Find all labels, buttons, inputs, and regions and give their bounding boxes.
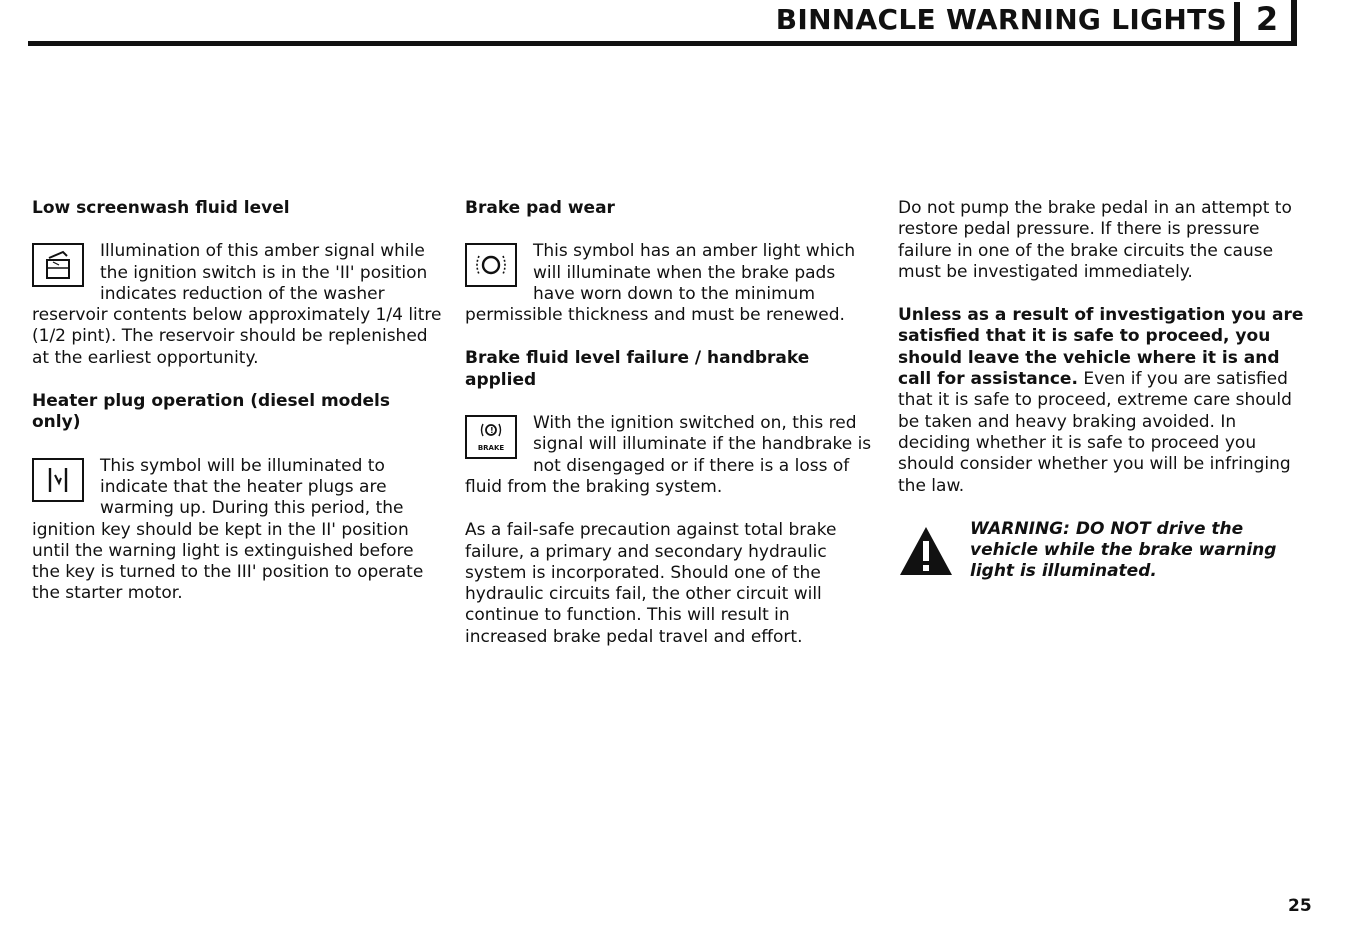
section-body-2: As a fail-safe precaution against total brake failure, a primary and secondary hydraulic system is incorporated. Should one of the hydraulic circuits fail, the other circuit will continue to function. This will result in increased brake pedal travel and effort. [465, 520, 837, 647]
section-body: This symbol will be illuminated to indicate that the heater plugs are warming up. During this period, the ignition key should be kept in the II' position until the warning light is extinguished before the key is turned to the III' position to operate the starter motor. [32, 455, 424, 604]
section-body: This symbol has an amber light which will illuminate when the brake pads have worn down to the minimum permissible thickness and must be renewed. [465, 241, 856, 326]
column-3 [898, 198, 1313, 583]
chapter-title: BINNACLE WARNING LIGHTS [775, 3, 1227, 36]
brake-warning-icon [465, 415, 517, 459]
brake-pedal-paragraph: Do not pump the brake pedal in an attempt to restore pedal pressure. If there is pressure failure in one of the brake circuits the cause must be investigated immediately. [898, 198, 1292, 282]
header-separator [1234, 2, 1240, 44]
svg-text:!: ! [490, 426, 494, 436]
section-brake-pad-wear [465, 198, 877, 326]
section-heading: Brake pad wear [465, 198, 615, 218]
assistance-bold-text: Unless as a result of investigation you are satisfied that it is safe to proceed, you should leave the vehicle where it is and call for assistance. [898, 305, 1304, 390]
heater-plug-icon [32, 458, 84, 502]
washer-reservoir-icon [32, 243, 84, 287]
section-heading: Low screenwash fluid level [32, 198, 290, 218]
section-brake-fluid [465, 348, 877, 648]
column-2 [465, 198, 877, 670]
header-right-border [1291, 0, 1297, 46]
assistance-paragraph [898, 305, 1313, 497]
section-body: Illumination of this amber signal while the ignition switch is in the 'II' position indicates reduction of the washer reservoir contents below approximately 1/4 litre (1/2 pint). The reservoir should be replenished at the earliest opportunity. [32, 241, 442, 368]
warning-triangle-icon [898, 525, 954, 583]
warning-callout [898, 519, 1313, 583]
section-heading: Brake fluid level failure / handbrake applied [465, 348, 810, 390]
section-heading: Heater plug operation (diesel models only) [32, 391, 390, 433]
chapter-number: 2 [1255, 0, 1279, 38]
section-low-screenwash [32, 198, 444, 369]
assistance-text: Even if you are satisfied that it is safe to proceed, extreme care should be taken and heavy braking avoided. In deciding whether it is safe to proceed you should consider whether you will be infringing the law. [898, 369, 1292, 496]
section-body: ! BRAKE With the ignition switched on, this red signal will illuminate if the handbrake is not disengaged or if there is a loss of fluid from the braking system. [465, 413, 872, 497]
section-heater-plug [32, 391, 444, 605]
header-rule [28, 41, 1296, 46]
brake-icon-label: BRAKE [477, 444, 505, 453]
column-1 [32, 198, 444, 627]
brake-pad-wear-icon [465, 243, 517, 287]
warning-text: WARNING: DO NOT drive the vehicle while the brake warning light is illuminated. [970, 518, 1277, 582]
page-number: 25 [1288, 896, 1312, 916]
